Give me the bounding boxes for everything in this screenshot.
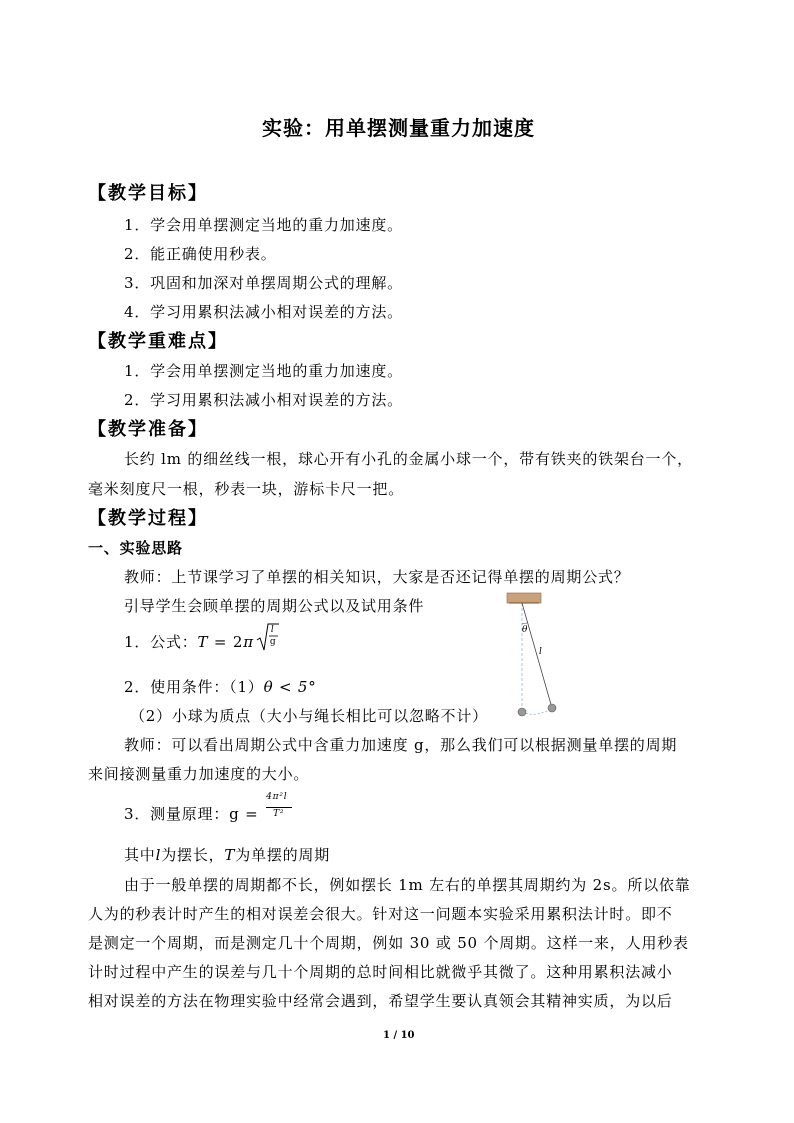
- process-paragraph-1: 教师：上节课学习了单摆的相关知识，大家是否还记得单摆的周期公式？: [124, 568, 630, 586]
- key-point-item-2: 2．学习用累积法减小相对误差的方法。: [124, 391, 403, 409]
- principle-line: [124, 792, 296, 834]
- principle-g: g =: [229, 805, 265, 823]
- fraction-bar: [266, 807, 292, 808]
- process-subheading: 一、实验思路: [88, 539, 183, 557]
- preparation-line-1: 长约 lm 的细丝线一根，球心开有小孔的金属小球一个，带有铁夹的铁架台一个，: [124, 450, 693, 468]
- process-paragraph-2: 引导学生会顾单摆的周期公式以及试用条件: [124, 597, 425, 615]
- formula-eq: = 2: [208, 633, 244, 651]
- pendulum-figure: [505, 591, 575, 721]
- process-paragraph-4-line-5: 相对误差的方法在物理实验中经常会遇到，希望学生要认真领会其精神实质，为以后: [88, 992, 673, 1010]
- figure-theta: θ: [522, 625, 528, 635]
- condition-2: （2）小球为质点（大小与绳长相比可以忽略不计）: [130, 707, 488, 725]
- key-point-item-1: 1．学会用单摆测定当地的重力加速度。: [124, 362, 403, 380]
- process-paragraph-4-line-2: 人为的秒表计时产生的相对误差会很大。针对这一问题本实验采用累积法计时。即不: [88, 905, 673, 923]
- process-paragraph-4-line-4: 计时过程中产生的误差与几十个周期的总时间相比就微乎其微了。这种用累积法减小: [88, 963, 673, 981]
- formula-denominator: g: [269, 637, 277, 647]
- key-points-heading: 【教学重难点】: [88, 331, 228, 352]
- process-paragraph-4-line-1: 由于一般单摆的周期都不长，例如摆长 1m 左右的单摆其周期约为 2s。所以依靠: [124, 876, 691, 894]
- figure-length: l: [539, 647, 542, 657]
- condition-label: 2．使用条件：（1）: [124, 678, 264, 696]
- preparation-line-2: 毫米刻度尺一根，秒表一块，游标卡尺一把。: [88, 480, 405, 498]
- process-paragraph-4-line-3: 是测定一个周期，而是测定几十个周期，例如 30 或 50 个周期。这样一来，人用秒表: [88, 934, 689, 952]
- formula-T: T: [197, 633, 209, 651]
- formula-line: [124, 625, 280, 660]
- goal-item-2: 2．能正确使用秒表。: [124, 245, 277, 263]
- page-number: 1 / 10: [383, 1030, 415, 1041]
- goal-item-1: 1．学会用单摆测定当地的重力加速度。: [124, 216, 403, 234]
- formula-sqrt: [256, 625, 280, 658]
- process-paragraph-3-line-2: 来间接测量重力加速度的大小。: [88, 765, 310, 783]
- principle-fraction: [264, 792, 296, 830]
- condition-math: θ < 5°: [263, 678, 317, 696]
- goal-item-4: 4．学习用累积法减小相对误差的方法。: [124, 303, 403, 321]
- formula-pi: π: [243, 633, 254, 651]
- where-T: T: [224, 846, 236, 864]
- principle-denominator: T²: [273, 809, 285, 819]
- process-paragraph-3-line-1: 教师：可以看出周期公式中含重力加速度 g，那么我们可以根据测量单摆的周期: [124, 736, 678, 754]
- where-text-c: 为单摆的周期: [235, 846, 331, 864]
- where-line: [124, 844, 330, 865]
- condition-line: [124, 676, 317, 697]
- formula-numerator: l: [270, 625, 275, 635]
- formula-label: 1．公式：: [124, 633, 198, 651]
- principle-label: 3．测量原理：: [124, 805, 230, 823]
- where-text-a: 其中: [124, 846, 156, 864]
- principle-numerator: 4π²l: [266, 792, 288, 802]
- goal-item-3: 3．巩固和加深对单摆周期公式的理解。: [124, 274, 403, 292]
- where-l: l: [155, 846, 162, 864]
- process-heading: 【教学过程】: [88, 508, 208, 529]
- where-text-b: 为摆长，: [161, 846, 225, 864]
- page-title: 实验：用单摆测量重力加速度: [262, 116, 535, 140]
- preparation-heading: 【教学准备】: [88, 419, 208, 440]
- goals-heading: 【教学目标】: [88, 183, 208, 204]
